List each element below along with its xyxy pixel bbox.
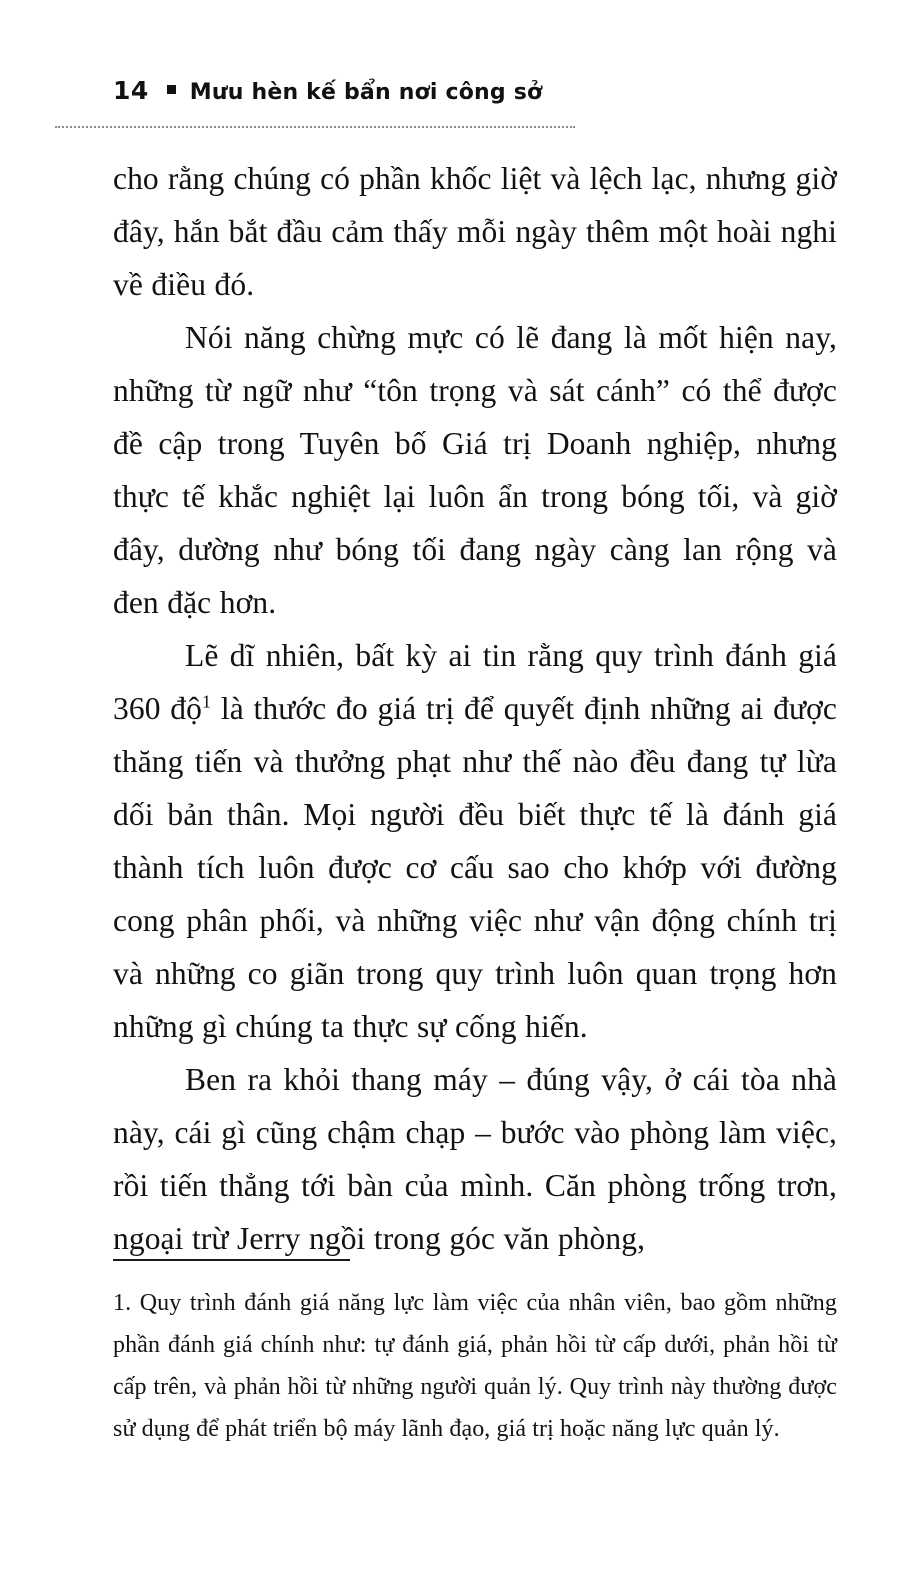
paragraph-3-part-2: là thước đo giá trị để quyết định những ai được thăng tiến và thưởng phạt như thế nào đều đang tự lừa dối bản thân. Mọi người đều biết thực tế là đánh giá thành tích luôn được cơ cấu sao cho khớp với đường cong phân phối, và những việc như vận động chính trị và những co giãn trong quy trình luôn quan trọng hơn những gì chúng ta thực sự cống hiến. — [113, 691, 837, 1044]
paragraph-2: Nói năng chừng mực có lẽ đang là mốt hiện nay, những từ ngữ như “tôn trọng và sát cánh” có thể được đề cập trong Tuyên bố Giá trị Doanh nghiệp, nhưng thực tế khắc nghiệt lại luôn ẩn trong bóng tối, và giờ đây, dường như bóng tối đang ngày càng lan rộng và đen đặc hơn. — [113, 320, 837, 620]
page-header — [0, 76, 918, 124]
footnote-text: 1. Quy trình đánh giá năng lực làm việc của nhân viên, bao gồm những phần đánh giá chính như: tự đánh giá, phản hồi từ cấp dưới, phản hồi từ cấp trên, và phản hồi từ những người quản lý. Quy trình này thường được sử dụng để phát triển bộ máy lãnh đạo, giá trị hoặc năng lực quản lý. — [113, 1290, 837, 1442]
square-bullet-icon — [167, 85, 176, 94]
paragraph-1: cho rằng chúng có phần khốc liệt và lệch lạc, nhưng giờ đây, hắn bắt đầu cảm thấy mỗi ngày thêm một hoài nghi về điều đó. — [113, 161, 837, 302]
page-header-inner — [0, 76, 918, 105]
footnote-marker: 1 — [202, 691, 212, 712]
footnote-divider — [113, 1259, 350, 1261]
paragraph-3 — [113, 629, 837, 1053]
page-number: 14 — [113, 76, 149, 105]
paragraph-3-part-1: Lẽ dĩ nhiên, bất kỳ ai tin rằng quy trình đánh giá 360 độ — [113, 638, 837, 726]
paragraph-4: Ben ra khỏi thang máy – đúng vậy, ở cái tòa nhà này, cái gì cũng chậm chạp – bước vào phòng làm việc, rồi tiến thẳng tới bàn của mình. Căn phòng trống trơn, ngoại trừ Jerry ngồi trong góc văn phòng, — [113, 1062, 837, 1256]
header-divider — [55, 126, 575, 128]
running-title: Mưu hèn kế bẩn nơi công sở — [189, 80, 543, 105]
body-text — [113, 152, 837, 1265]
